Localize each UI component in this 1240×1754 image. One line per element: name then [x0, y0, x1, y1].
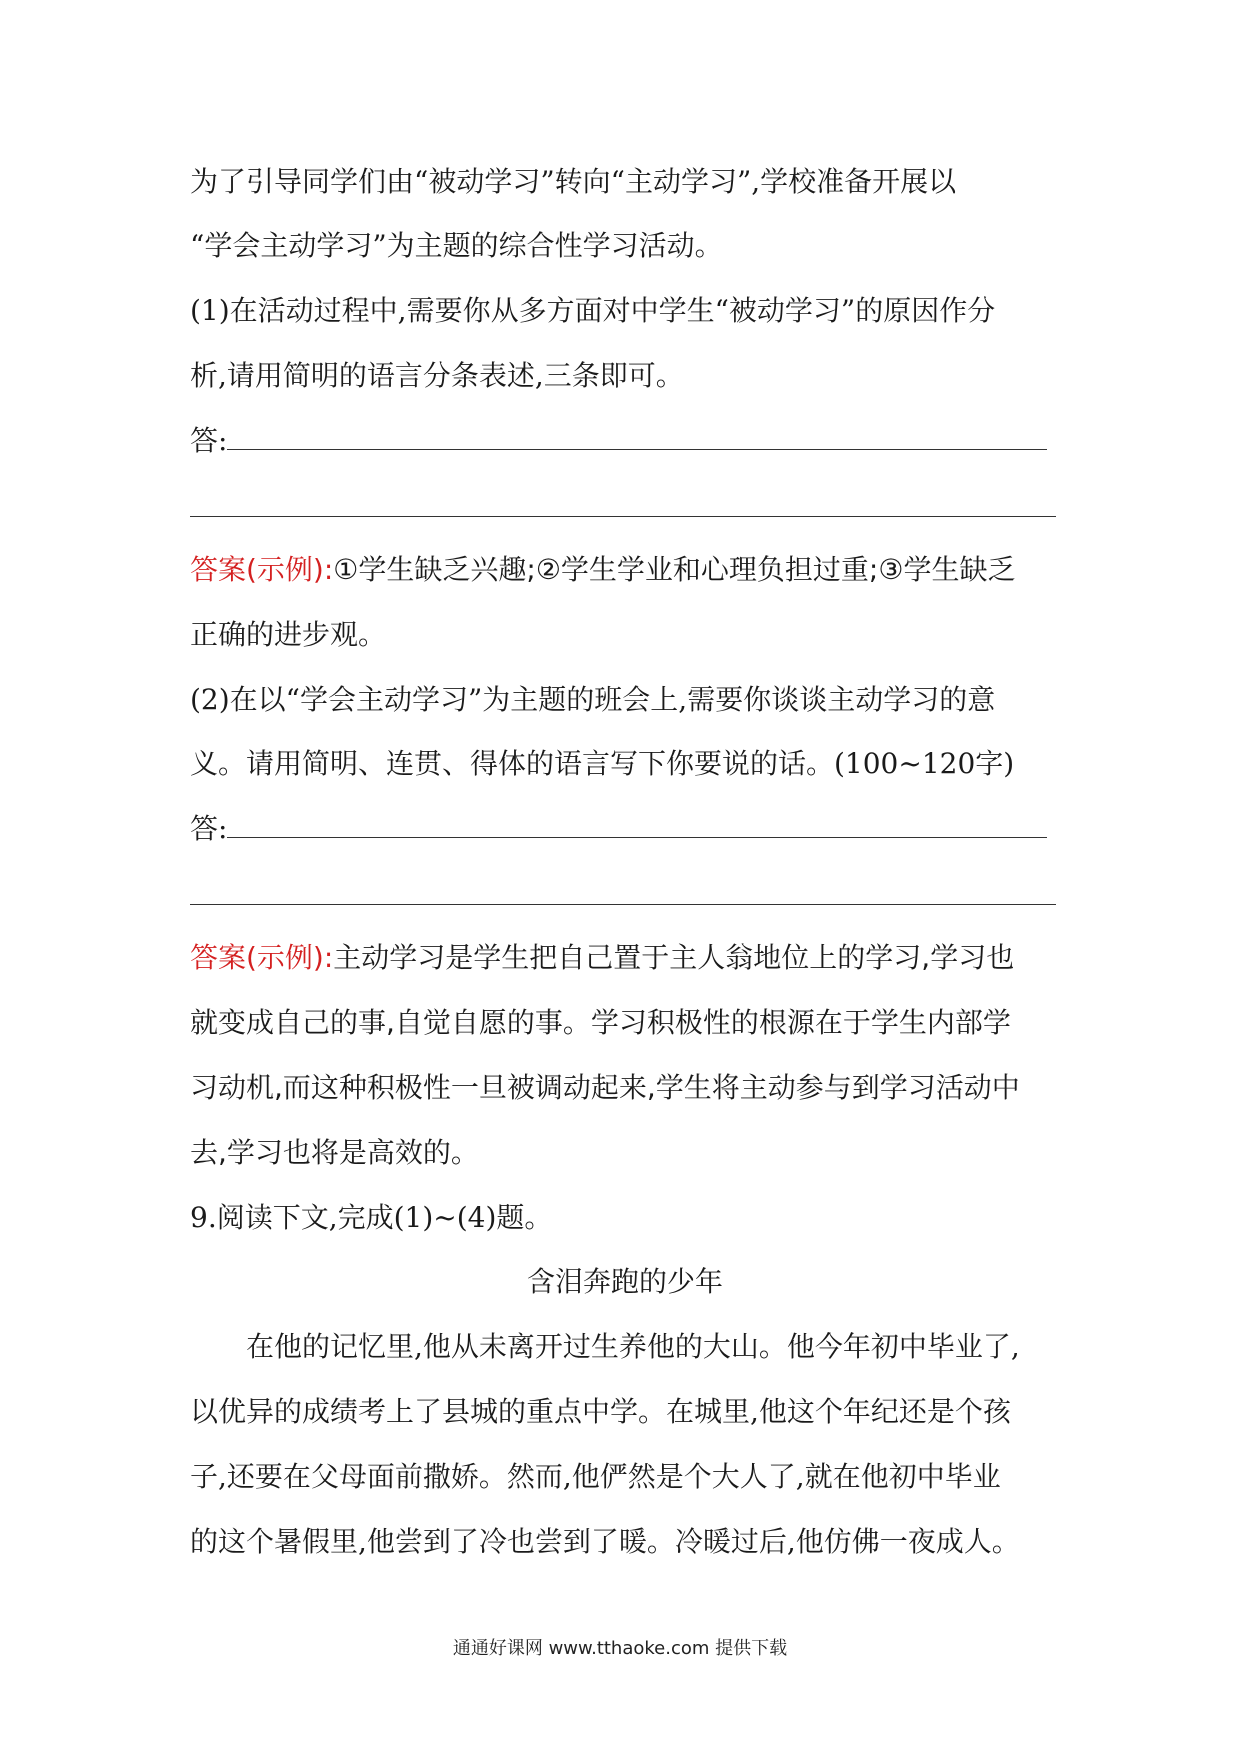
answer-blank-line[interactable]: [227, 809, 1047, 849]
answer-text: 主动学习是学生把自己置于主人翁地位上的学习,学习也: [333, 941, 1015, 974]
answer-field-2[interactable]: [190, 809, 1060, 849]
answer-label: 答案(示例):: [190, 553, 334, 586]
answer-2-line-3: 习动机,而这种积极性一旦被调动起来,学生将主动参与到学习活动中: [190, 1071, 1020, 1104]
question-9-prompt: 9.阅读下文,完成(1)~(4)题。: [190, 1201, 553, 1234]
passage-line-3: 子,还要在父母面前撒娇。然而,他俨然是个大人了,就在他初中毕业: [190, 1460, 1001, 1493]
answer-prefix: 答:: [190, 812, 228, 845]
passage-line-1: 在他的记忆里,他从未离开过生养他的大山。他今年初中毕业了,: [246, 1330, 1020, 1363]
answer-text: ①学生缺乏兴趣;②学生学业和心理负担过重;③学生缺乏: [333, 553, 1016, 586]
question-1-line-2: 析,请用简明的语言分条表述,三条即可。: [190, 359, 684, 392]
passage-line-4: 的这个暑假里,他尝到了冷也尝到了暖。冷暖过后,他仿佛一夜成人。: [190, 1525, 1020, 1558]
answer-2-line-4: 去,学习也将是高效的。: [190, 1136, 479, 1169]
answer-1-line-2: 正确的进步观。: [190, 618, 387, 651]
question-1-line-1: (1)在活动过程中,需要你从多方面对中学生“被动学习”的原因作分: [190, 294, 996, 327]
intro-line-2: “学会主动学习”为主题的综合性学习活动。: [190, 229, 723, 262]
answer-1-line-1: [190, 550, 1060, 590]
answer-label: 答案(示例):: [190, 941, 334, 974]
question-2-line-1: (2)在以“学会主动学习”为主题的班会上,需要你谈谈主动学习的意: [190, 683, 996, 716]
passage-title: 含泪奔跑的少年: [526, 1265, 723, 1298]
answer-2-line-2: 就变成自己的事,自觉自愿的事。学习积极性的根源在于学生内部学: [190, 1006, 1011, 1039]
answer-blank-line-2[interactable]: [190, 904, 1056, 905]
footer-credit: 通通好课网 www.tthaoke.com 提供下载: [452, 1638, 788, 1659]
passage-line-2: 以优异的成绩考上了县城的重点中学。在城里,他这个年纪还是个孩: [190, 1395, 1011, 1428]
answer-field-1[interactable]: [190, 421, 1060, 461]
answer-2-line-1: [190, 938, 1060, 978]
answer-blank-line[interactable]: [227, 421, 1047, 461]
answer-prefix: 答:: [190, 424, 228, 457]
question-2-line-2: 义。请用简明、连贯、得体的语言写下你要说的话。(100~120字): [190, 747, 1015, 780]
answer-blank-line-2[interactable]: [190, 516, 1056, 517]
intro-line-1: 为了引导同学们由“被动学习”转向“主动学习”,学校准备开展以: [190, 165, 957, 198]
